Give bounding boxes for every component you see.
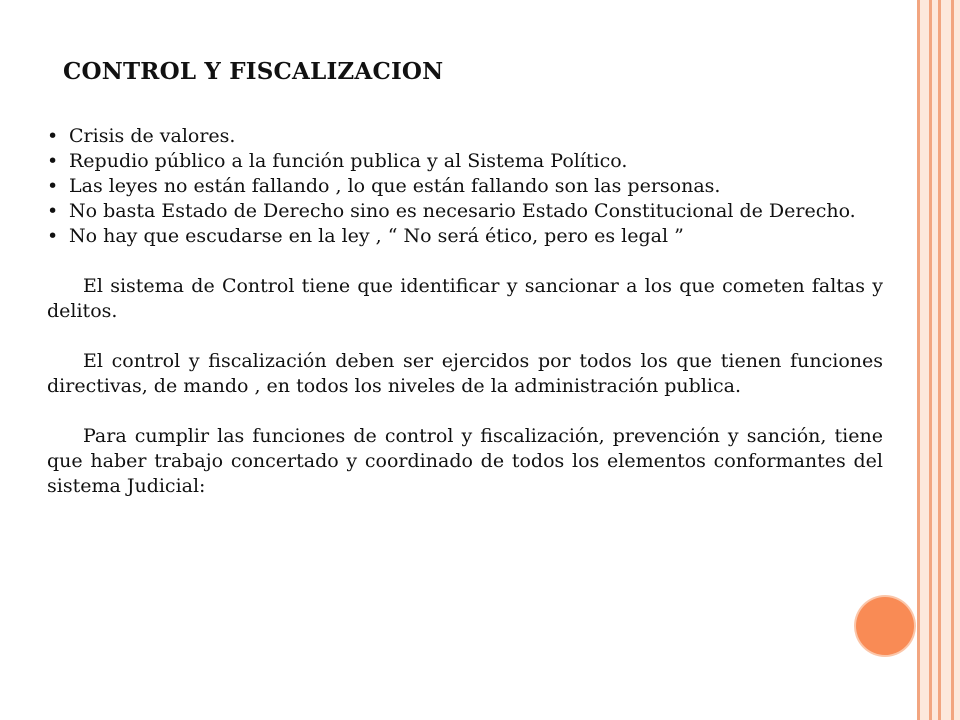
bullet-text: Repudio público a la función publica y al Sistema Político.	[69, 150, 628, 172]
paragraph-control: El sistema de Control tiene que identificar y sancionar a los que cometen faltas y delitos.	[47, 275, 883, 322]
paragraph-fiscalizacion: El control y fiscalización deben ser ejercidos por todos los que tienen funciones directivas, de mando , en todos los niveles de la administración publica.	[47, 350, 883, 397]
bullet-item	[47, 224, 883, 249]
bullet-text: No basta Estado de Derecho sino es necesario Estado Constitucional de Derecho.	[69, 200, 856, 222]
border-stripe	[920, 0, 929, 720]
bullet-item	[47, 174, 883, 199]
bullet-icon: •	[47, 175, 59, 197]
bullet-icon: •	[47, 125, 59, 147]
bullet-item	[47, 199, 883, 224]
bullet-text: No hay que escudarse en la ley , “ No será ético, pero es legal ”	[69, 225, 684, 247]
bullet-icon: •	[47, 225, 59, 247]
border-stripe	[954, 0, 960, 720]
slide-body	[47, 124, 883, 499]
paragraph-coordinacion: Para cumplir las funciones de control y fiscalización, prevención y sanción, tiene que haber trabajo concertado y coordinado de todos los elementos conformantes del sistema Judicial:	[47, 425, 883, 497]
bullet-text: Las leyes no están fallando , lo que están fallando son las personas.	[69, 175, 721, 197]
bullet-item	[47, 149, 883, 174]
bullet-icon: •	[47, 150, 59, 172]
decorative-circle	[856, 597, 914, 655]
border-stripe	[941, 0, 951, 720]
bullet-icon: •	[47, 200, 59, 222]
slide-title: CONTROL Y FISCALIZACION	[63, 58, 444, 85]
bullet-item	[47, 124, 883, 149]
bullet-text: Crisis de valores.	[69, 125, 236, 147]
